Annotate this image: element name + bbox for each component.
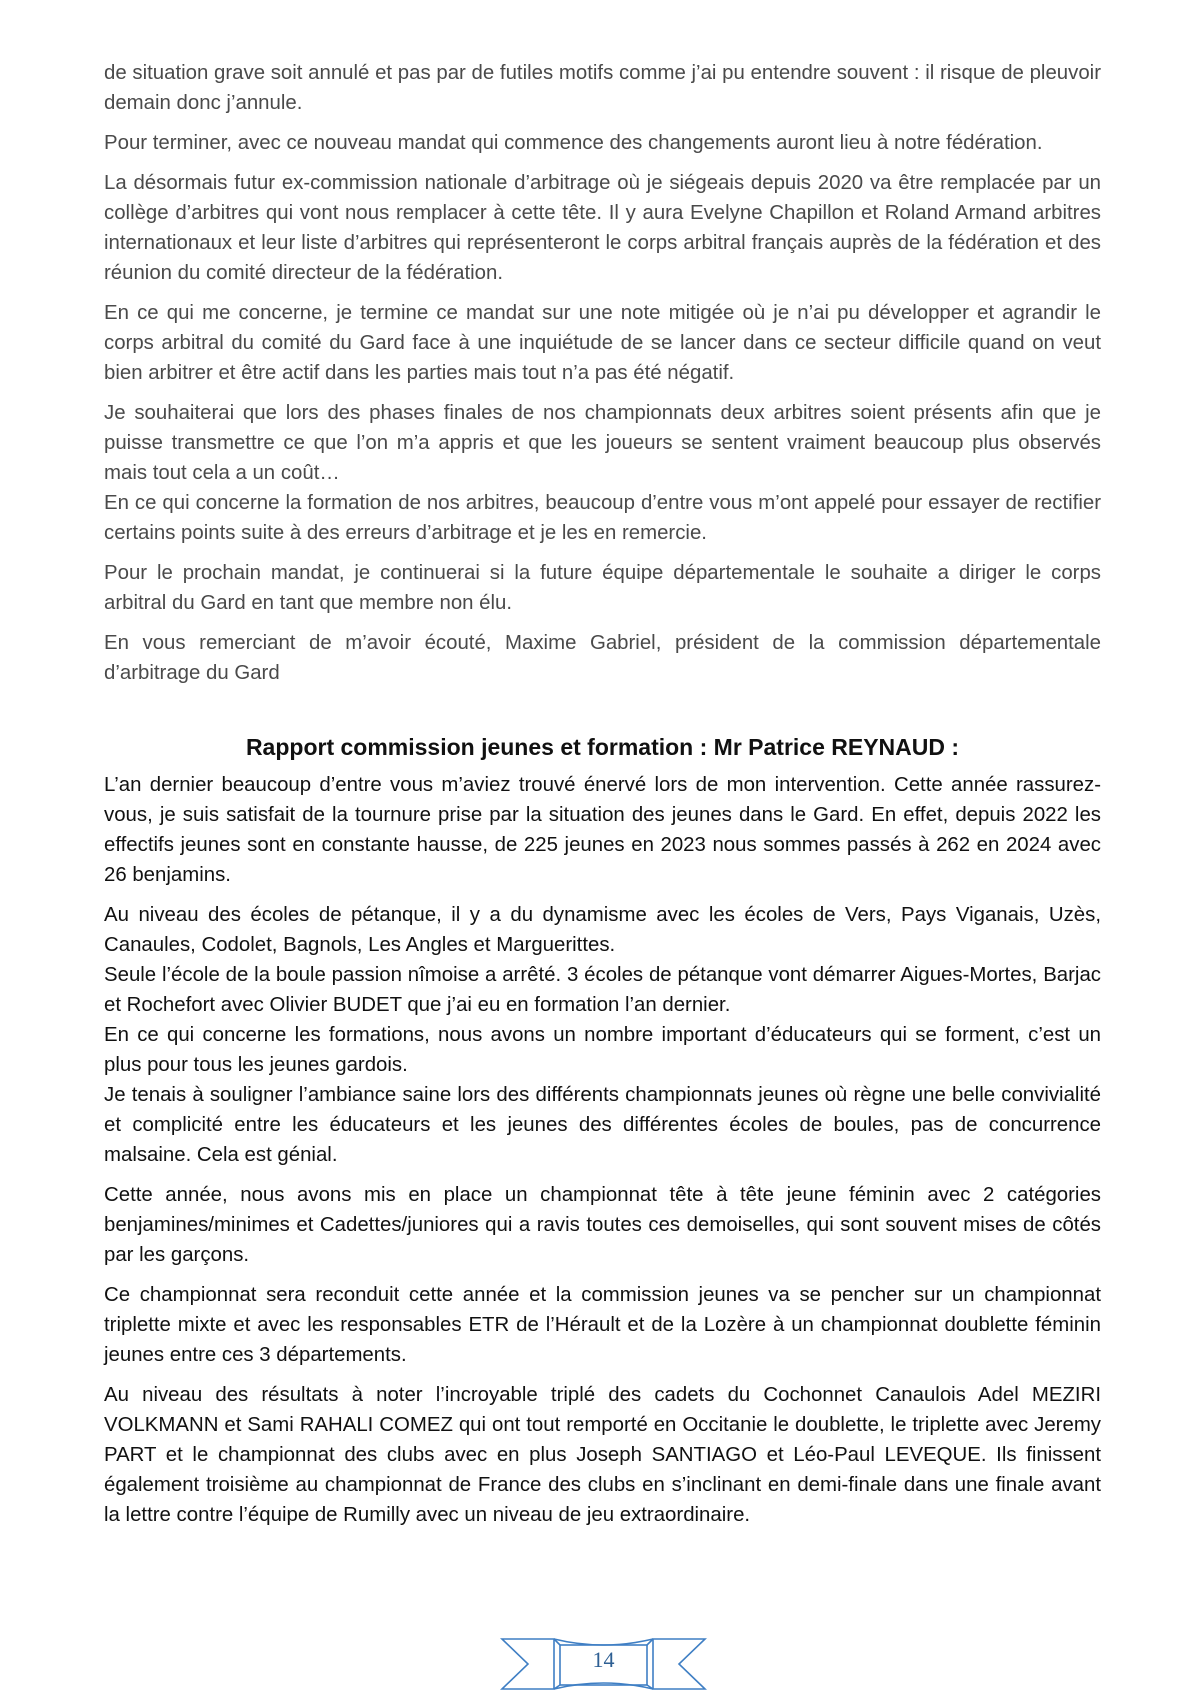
arbitrage-paragraph-6: Pour le prochain mandat, je continuerai si la future équipe départementale le souhaite a diriger le corps arbitral du Gard en tant que membre non élu. xyxy=(104,562,1101,614)
arbitrage-paragraph-3: La désormais futur ex-commission nationale d’arbitrage où je siégeais depuis 2020 va être remplacée par un collège d’arbitres qui vont nous remplacer à cette tête. Il y aura Evelyne Chapillon et Roland Armand arbitres internationaux et leur liste d’arbitres qui représenteront le corps arbitral français auprès de la fédération et des réunion du comité directeur de la fédération. xyxy=(104,172,1101,284)
arbitrage-paragraph-2: Pour terminer, avec ce nouveau mandat qui commence des changements auront lieu à notre fédération. xyxy=(104,132,1043,154)
arbitrage-signature-paragraph: En vous remerciant de m’avoir écouté, Maxime Gabriel, président de la commission départementale d’arbitrage du Gard xyxy=(104,632,1101,684)
arbitrage-paragraph-4: En ce qui me concerne, je termine ce mandat sur une note mitigée où je n’ai pu développer et agrandir le corps arbitral du comité du Gard face à une inquiétude de se lancer dans ce secteur difficile quand on veut bien arbitrer et être actif dans les parties mais tout n’a pas été négatif. xyxy=(104,302,1101,384)
section-heading: Rapport commission jeunes et formation : Mr Patrice REYNAUD : xyxy=(245,734,960,760)
jeunes-paragraph-5: Au niveau des résultats à noter l’incroyable triplé des cadets du Cochonnet Canaulois Adel MEZIRI VOLKMANN et Sami RAHALI COMEZ qui ont tout remporté en Occitanie le doublette, le triplette avec Jeremy PART et le championnat des clubs avec en plus Joseph SANTIAGO et Léo-Paul LEVEQUE. Ils finissent également troisième au championnat de France des clubs en s’inclinant en demi-finale dans une finale avant la lettre contre l’équipe de Rumilly avec un niveau de jeu extraordinaire. xyxy=(104,1384,1101,1526)
arbitrage-paragraph-5: Je souhaiterai que lors des phases finales de nos championnats deux arbitres soient présents afin que je puisse transmettre ce que l’on m’a appris et que les joueurs se sentent vraiment beaucoup plus observés mais tout cela a un coût… En ce qui concerne la formation de nos arbitres, beaucoup d’entre vous m’ont appelé pour essayer de rectifier certains points suite à des erreurs d’arbitrage et je les en remercie. xyxy=(104,402,1101,544)
page-number-footer xyxy=(500,1633,707,1695)
jeunes-paragraph-3: Cette année, nous avons mis en place un championnat tête à tête jeune féminin avec 2 catégories benjamines/minimes et Cadettes/juniores qui a ravis toutes ces demoiselles, qui sont souvent mises de côtés par les garçons. xyxy=(104,1184,1101,1266)
page-number: 14 xyxy=(592,1647,615,1672)
document-page xyxy=(104,58,1101,1540)
jeunes-paragraph-1: L’an dernier beaucoup d’entre vous m’aviez trouvé énervé lors de mon intervention. Cette année rassurez-vous, je suis satisfait de la tournure prise par la situation des jeunes dans le Gard. En effet, depuis 2022 les effectifs jeunes sont en constante hausse, de 225 jeunes en 2023 nous sommes passés à 262 en 2024 avec 26 benjamins. xyxy=(104,774,1101,886)
jeunes-paragraph-4: Ce championnat sera reconduit cette année et la commission jeunes va se pencher sur un championnat triplette mixte et avec les responsables ETR de l’Hérault et de la Lozère à un championnat doublette féminin jeunes entre ces 3 départements. xyxy=(104,1284,1101,1366)
arbitrage-paragraph-1: de situation grave soit annulé et pas par de futiles motifs comme j’ai pu entendre souvent : il risque de pleuvoir demain donc j’annule. xyxy=(104,62,1101,114)
jeunes-paragraph-2: Au niveau des écoles de pétanque, il y a du dynamisme avec les écoles de Vers, Pays Viganais, Uzès, Canaules, Codolet, Bagnols, Les Angles et Marguerittes. Seule l’école de la boule passion nîmoise a arrêté. 3 écoles de pétanque vont démarrer Aigues-Mortes, Barjac et Rochefort avec Olivier BUDET que j’ai eu en formation l’an dernier. En ce qui concerne les formations, nous avons un nombre important d’éducateurs qui se forment, c’est un plus pour tous les jeunes gardois. Je tenais à souligner l’ambiance saine lors des différents championnats jeunes où règne une belle convivialité et complicité entre les éducateurs et les jeunes des différentes écoles de boules, pas de concurrence malsaine. Cela est génial. xyxy=(104,904,1101,1166)
